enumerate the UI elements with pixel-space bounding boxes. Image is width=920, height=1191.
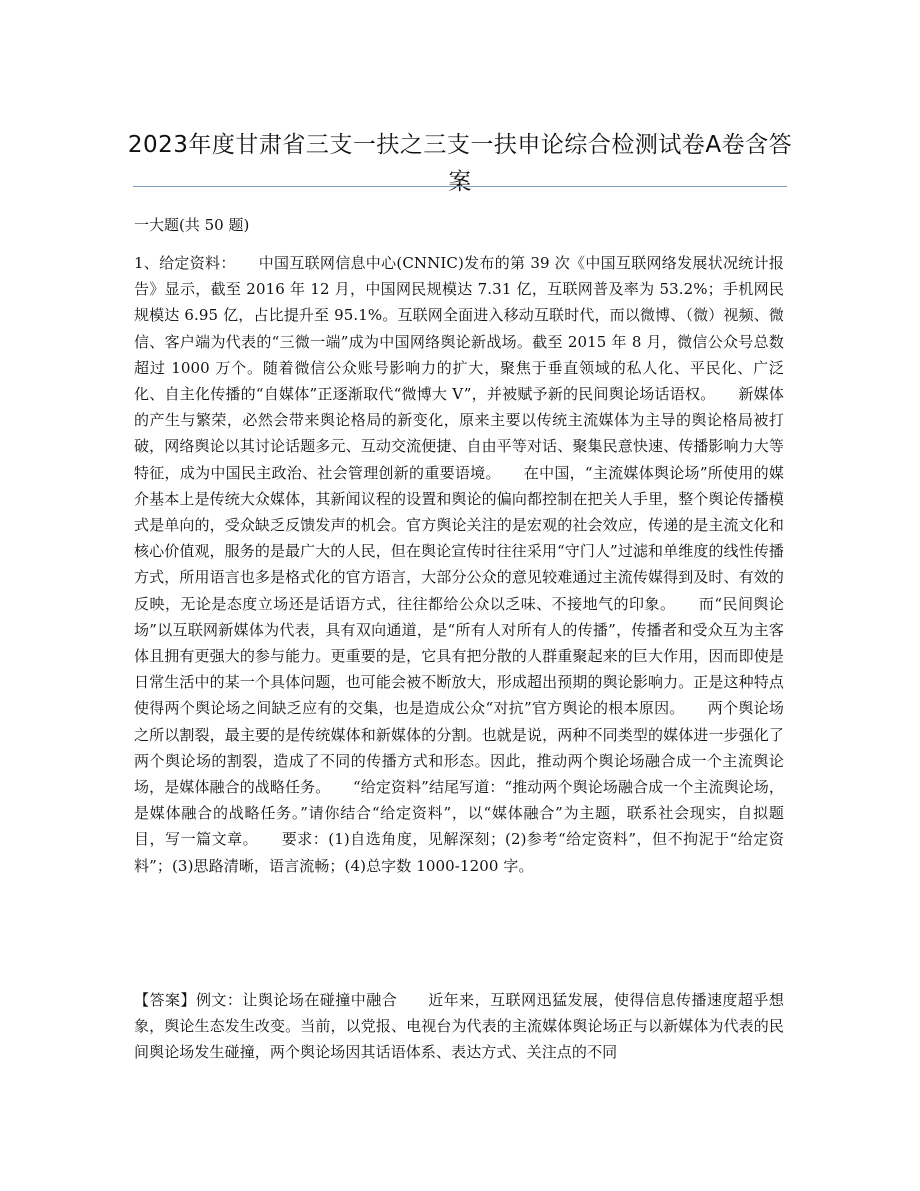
section-heading: 一大题(共 50 题) — [134, 216, 250, 234]
title-divider — [133, 186, 787, 187]
answer-text: 【答案】例文：让舆论场在碰撞中融合 近年来，互联网迅猛发展，使得信息传播速度超乎想象，舆论生态发生改变。当前，以党报、电视台为代表的主流媒体舆论场正与以新媒体为代表的民间舆论场发生碰撞，两个舆论场因其话语体系、表达方式、关注点的不同 — [134, 991, 784, 1062]
question-text: 1、给定资料： 中国互联网信息中心(CNNIC)发布的第 39 次《中国互联网络发展状况统计报告》显示，截至 2016 年 12 月，中国网民规模达 7.31 亿，互联网普及率为 53.2%；手机网民规模达 6.95 亿，占比提升至 95.1%。互联网全面进入移动互联时代，而以微博、（微）视频、微信、客户端为代表的“三微一端”成为中国网络舆论新战场。截至 2015 年 8 月，微信公众号总数超过 1000 万个。随着微信公众账号影响力的扩大，聚焦于垂直领域的私人化、平民化、广泛化、自主化传播的“自媒体”正逐渐取代“微博大 V”，并被赋予新的民间舆论场话语权。 新媒体的产生与繁荣，必然会带来舆论格局的新变化，原来主要以传统主流媒体为主导的舆论格局被打破，网络舆论以其讨论话题多元、互动交流便捷、自由平等对话、聚集民意快速、传播影响力大等特征，成为中国民主政治、社会管理创新的重要语境。 在中国，“主流媒体舆论场”所使用的媒介基本上是传统大众媒体，其新闻议程的设置和舆论的偏向都控制在把关人手里，整个舆论传播模式是单向的，受众缺乏反馈发声的机会。官方舆论关注的是宏观的社会效应，传递的是主流文化和核心价值观，服务的是最广大的人民，但在舆论宣传时往往采用“守门人”过滤和单维度的线性传播方式，所用语言也多是格式化的官方语言，大部分公众的意见较难通过主流传媒得到及时、有效的反映，无论是态度立场还是话语方式，往往都给公众以乏味、不接地气的印象。 而“民间舆论场”以互联网新媒体为代表，具有双向通道，是“所有人对所有人的传播”，传播者和受众互为主客体且拥有更强大的参与能力。更重要的是，它具有把分散的人群重聚起来的巨大作用，因而即使是日常生活中的某一个具体问题，也可能会被不断放大，形成超出预期的舆论影响力。正是这种特点使得两个舆论场之间缺乏应有的交集，也是造成公众“对抗”官方舆论的根本原因。 两个舆论场之所以割裂，最主要的是传统媒体和新媒体的分割。也就是说，两种不同类型的媒体进一步强化了两个舆论场的割裂，造成了不同的传播方式和形态。因此，推动两个舆论场融合成一个主流舆论场，是媒体融合的战略任务。 “给定资料”结尾写道：“推动两个舆论场融合成一个主流舆论场，是媒体融合的战略任务。”请你结合“给定资料”，以“媒体融合”为主题，联系社会现实，自拟题目，写一篇文章。 要求：(1)自选角度，见解深刻；(2)参考“给定资料”，但不拘泥于“给定资料”；(3)思路清晰，语言流畅；(4)总字数 1000-1200 字。 — [134, 254, 785, 875]
document-title: 2023年度甘肃省三支一扶之三支一扶申论综合检测试卷A卷含答案 — [127, 132, 793, 196]
